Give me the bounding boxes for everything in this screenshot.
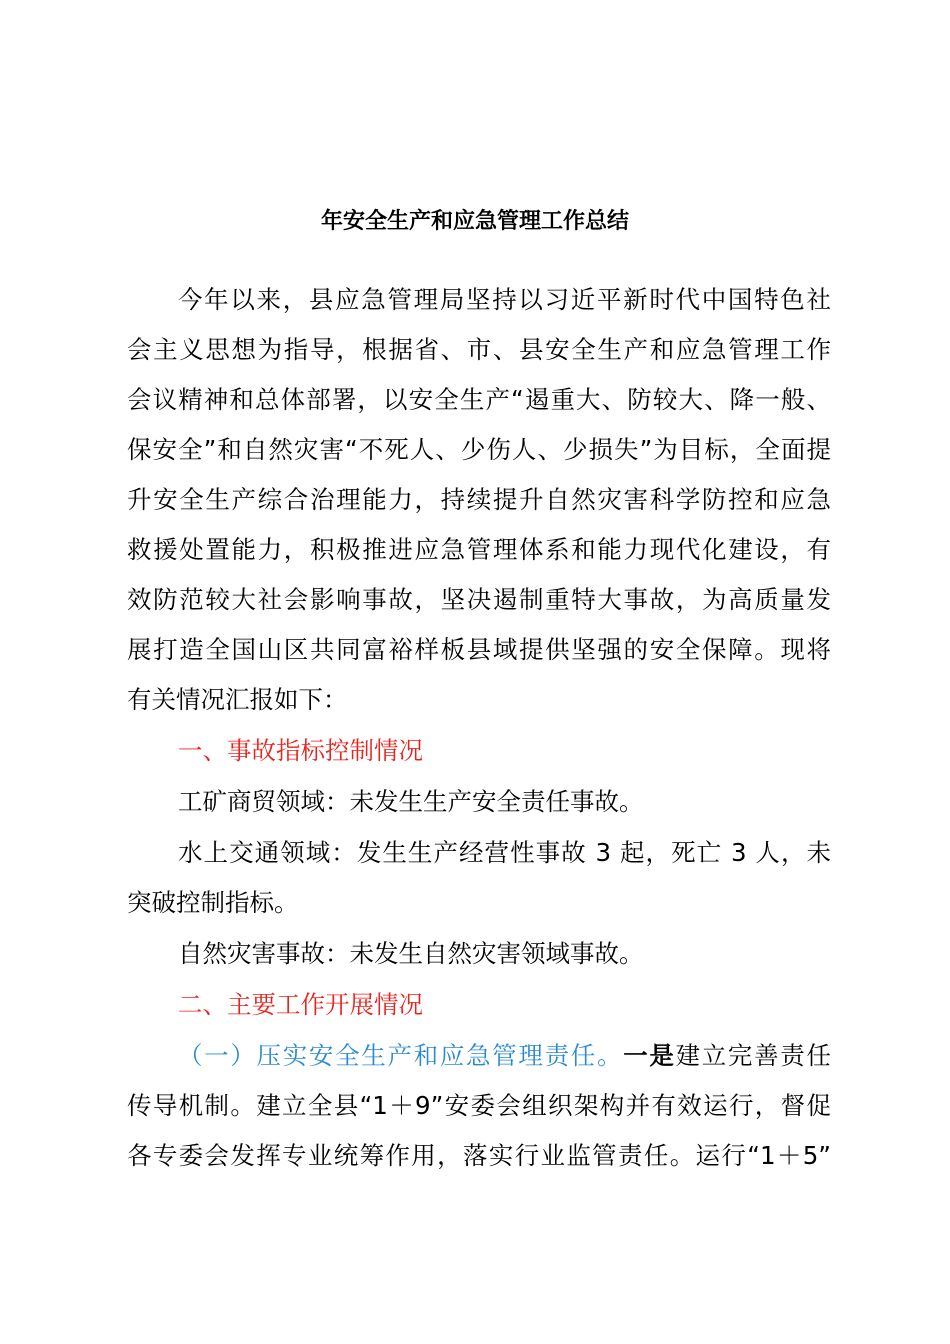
subsection-heading: （一）压实安全生产和应急管理责任。	[178, 1041, 624, 1070]
lead-phrase: 一是	[623, 1041, 676, 1070]
paragraph-line: 效防范较大社会影响事故，坚决遏制重特大事故，为高质量发	[127, 585, 831, 614]
paragraph-line: 工矿商贸领域：未发生生产安全责任事故。	[178, 787, 644, 816]
paragraph-line: 会主义思想为指导，根据省、市、县安全生产和应急管理工作	[127, 335, 831, 364]
document-title: 年安全生产和应急管理工作总结	[320, 209, 629, 234]
paragraph-line: 今年以来，县应急管理局坚持以习近平新时代中国特色社	[178, 285, 831, 314]
paragraph-line: 升安全生产综合治理能力，持续提升自然灾害科学防控和应急	[127, 485, 831, 514]
paragraph-line: 展打造全国山区共同富裕样板县域提供坚强的安全保障。现将	[127, 635, 831, 664]
paragraph-line: 传导机制。建立全县“1＋9”安委会组织架构并有效运行，督促	[127, 1091, 831, 1120]
paragraph-line: 自然灾害事故：未发生自然灾害领域事故。	[178, 939, 644, 968]
paragraph-line: 会议精神和总体部署，以安全生产“遏重大、防较大、降一般、	[127, 385, 831, 414]
section-heading: 一、事故指标控制情况	[178, 736, 423, 765]
paragraph-line: 突破控制指标。	[127, 888, 299, 917]
paragraph-text: 建立完善责任	[675, 1041, 831, 1070]
subsection-line	[178, 1036, 831, 1076]
paragraph-line: 有关情况汇报如下：	[127, 685, 348, 714]
paragraph-line: 各专委会发挥专业统筹作用，落实行业监管责任。运行“1＋5”	[127, 1141, 831, 1170]
paragraph-line: 水上交通领域：发生生产经营性事故 3 起，死亡 3 人，未	[178, 838, 831, 867]
paragraph-line: 保安全”和自然灾害“不死人、少伤人、少损失”为目标，全面提	[127, 435, 831, 464]
paragraph-line: 救援处置能力，积极推进应急管理体系和能力现代化建设，有	[127, 535, 831, 564]
section-heading: 二、主要工作开展情况	[178, 990, 423, 1019]
